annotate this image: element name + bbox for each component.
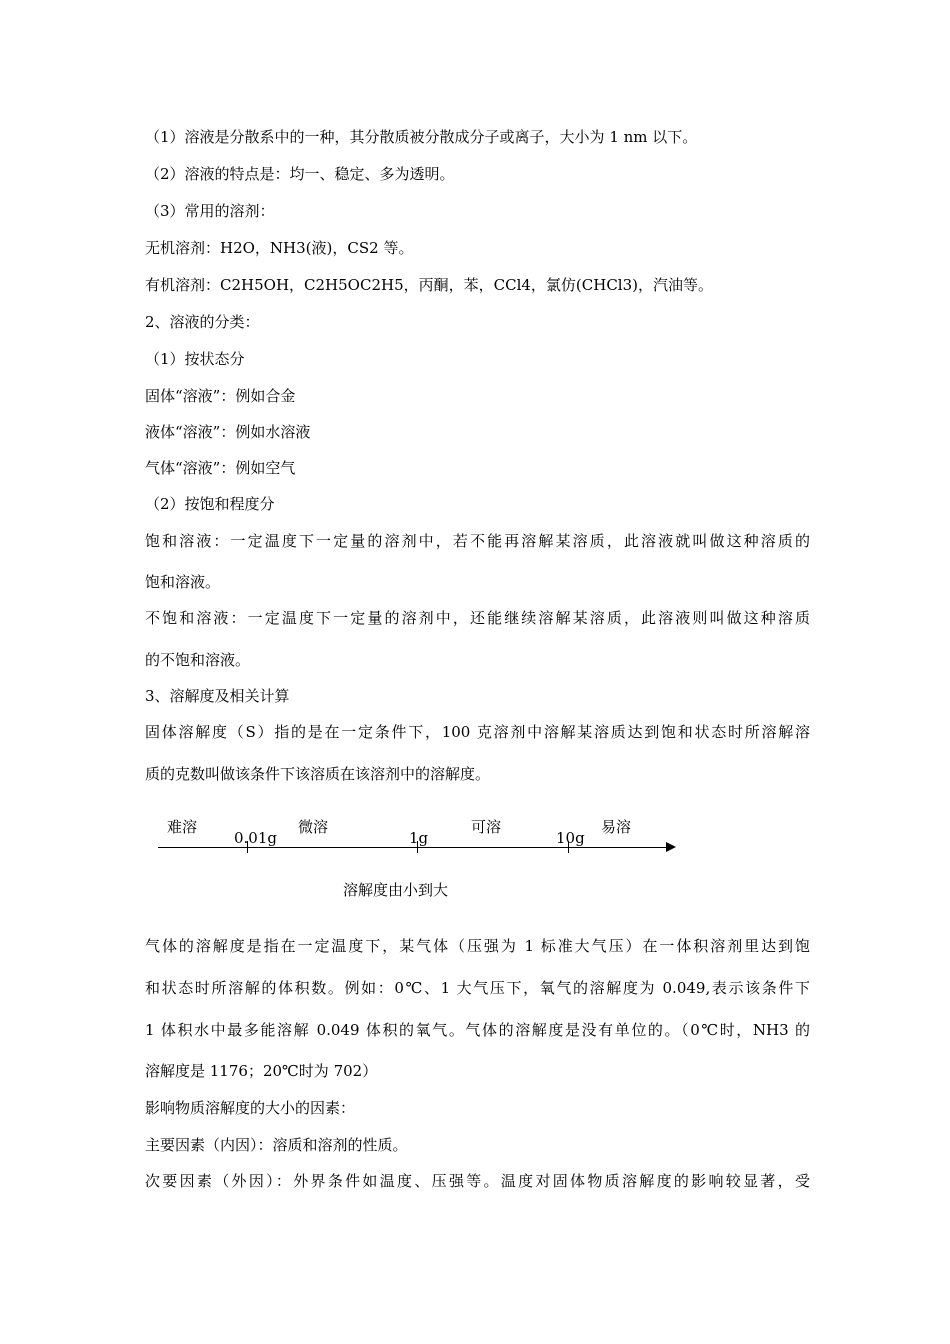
tick-mark xyxy=(417,841,418,853)
threshold-label: 0.01g xyxy=(234,829,278,847)
text-line: 的不饱和溶液。 xyxy=(145,651,251,669)
text-line: （2）按饱和程度分 xyxy=(145,495,275,513)
text-line: 气体“溶液”：例如空气 xyxy=(145,459,296,477)
text-line: 有机溶剂：C2H5OH，C2H5OC2H5，丙酮，苯，CCl4，氯仿(CHCl3)，汽油等。 xyxy=(145,276,713,294)
text-line: 饱和溶液：一定温度下一定量的溶剂中，若不能再溶解某溶质，此溶液就叫做这种溶质的 xyxy=(145,532,810,550)
section-heading: 3、溶解度及相关计算 xyxy=(145,687,290,705)
text-line: 固体“溶液”：例如合金 xyxy=(145,387,296,405)
text-line: 不饱和溶液：一定温度下一定量的溶剂中，还能继续溶解某溶质，此溶液则叫做这种溶质 xyxy=(145,609,810,627)
text-line: （3）常用的溶剂： xyxy=(145,202,275,220)
text-line: 次要因素（外因）：外界条件如温度、压强等。温度对固体物质溶解度的影响较显著，受 xyxy=(145,1172,810,1190)
diagram-caption: 溶解度由小到大 xyxy=(343,881,449,899)
threshold-label: 10g xyxy=(556,829,585,847)
category-label: 可溶 xyxy=(471,818,502,836)
text-line: 气体的溶解度是指在一定温度下，某气体（压强为 1 标准大气压）在一体积溶剂里达到饱 xyxy=(145,937,810,955)
text-line: 主要因素（内因）：溶质和溶剂的性质。 xyxy=(145,1136,408,1154)
text-line: （2）溶液的特点是：均一、稳定、多为透明。 xyxy=(145,165,455,183)
text-line: 影响物质溶解度的大小的因素： xyxy=(145,1099,356,1117)
tick-mark xyxy=(247,841,248,853)
category-label: 易溶 xyxy=(601,818,632,836)
arrow-head-icon xyxy=(666,842,676,852)
text-line: 溶解度是 1176；20℃时为 702） xyxy=(145,1062,378,1080)
threshold-label: 1g xyxy=(409,829,429,847)
text-line: （1）溶液是分散系中的一种，其分散质被分散成分子或离子，大小为 1 nm 以下。 xyxy=(145,128,698,146)
text-line: 和状态时所溶解的体积数。例如：0℃、1 大气压下，氧气的溶解度为 0.049,表示该条件下 xyxy=(145,979,810,997)
text-line: （1）按状态分 xyxy=(145,350,245,368)
category-label: 微溶 xyxy=(298,818,329,836)
text-line: 质的克数叫做该条件下该溶质在该溶剂中的溶解度。 xyxy=(145,765,491,783)
text-line: 固体溶解度（S）指的是在一定条件下，100 克溶剂中溶解某溶质达到饱和状态时所溶解溶 xyxy=(145,723,810,741)
tick-mark xyxy=(568,841,569,853)
section-heading: 2、溶液的分类： xyxy=(145,313,260,331)
text-line: 液体“溶液”：例如水溶液 xyxy=(145,423,311,441)
text-line: 无机溶剂：H2O，NH3(液)，CS2 等。 xyxy=(145,239,414,257)
scale-axis-line xyxy=(158,847,670,848)
text-line: 饱和溶液。 xyxy=(145,573,221,591)
text-line: 1 体积水中最多能溶解 0.049 体积的氧气。气体的溶解度是没有单位的。（0℃时，NH3 的 xyxy=(145,1021,810,1039)
category-label: 难溶 xyxy=(167,818,198,836)
